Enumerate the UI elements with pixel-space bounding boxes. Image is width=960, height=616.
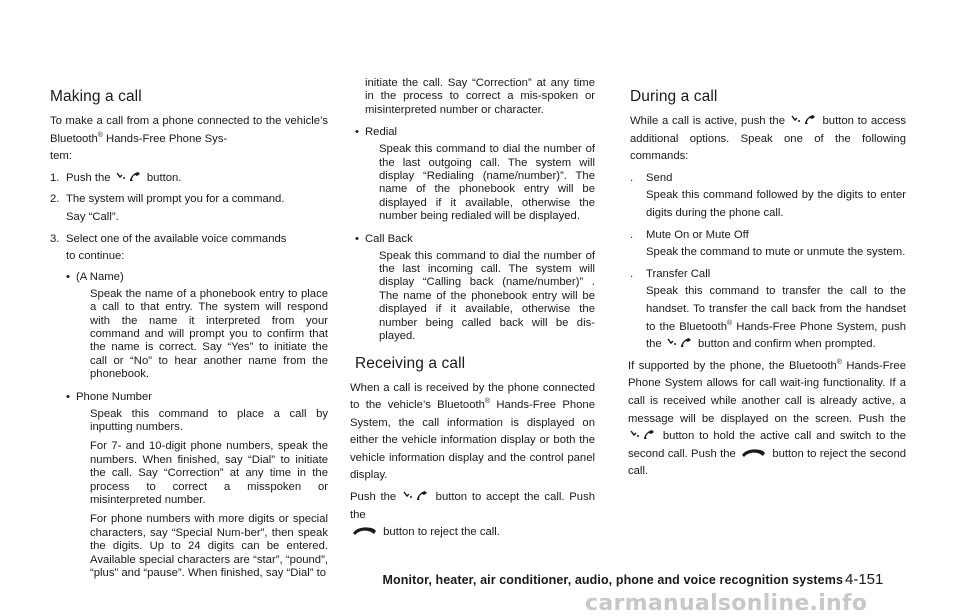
page-number: 4-151	[845, 571, 884, 588]
phone-number-description-2: For 7- and 10-digit phone numbers, speak the numbers. When finished, say “Dial” to initiate the call. Say “Correction” at any time in the process to correct a misspoken or misinterpreted number.	[90, 440, 328, 507]
page-footer	[0, 573, 960, 593]
accept-reject-paragraph: Push the button to accept the call. Push the button to reject the call.	[350, 491, 596, 539]
a-name-description: Speak the name of a phonebook entry to place a call to that entry. The system will respond with the name it interpreted from your command and will prompt you to confirm that the name is correct. Say “Yes” to initiate the call or “No” to hear another name from the phonebook.	[90, 287, 328, 381]
step-1: 1. Push the button.	[50, 171, 182, 184]
phone-hangup-icon	[741, 447, 767, 458]
step-3: 3. Select one of the available voice commands to continue:	[50, 232, 287, 263]
phone-voice-icon	[791, 114, 817, 125]
column-making-a-call	[50, 88, 328, 580]
bullet-call-back: • Call Back	[355, 232, 413, 245]
bullet-mute: . Mute On or Mute Off	[630, 228, 749, 241]
phone-voice-icon	[116, 171, 142, 182]
phone-voice-icon	[403, 490, 429, 501]
transfer-description: Speak this command to transfer the call to the handset. To transfer the call back from the handset to the Bluetooth® Hands-Free Phone System, push the button and confirm when prompted.	[646, 285, 906, 351]
column-during-a-call	[630, 88, 906, 481]
phone-hangup-icon	[352, 525, 378, 536]
mute-description: Speak the command to mute or unmute the system.	[646, 246, 906, 259]
send-description: Speak this command followed by the digits to enter digits during the phone call.	[646, 189, 906, 219]
bullet-a-name: • (A Name)	[66, 270, 124, 283]
intro-paragraph: To make a call from a phone connected to the vehicle’s Bluetooth® Hands-Free Phone Sys- tem:	[50, 115, 328, 163]
dial-continued-text: initiate the call. Say “Correction” at any time in the process to correct a mis-spoken or misinterpreted number or character.	[365, 77, 595, 116]
column-continued	[350, 77, 596, 542]
heading-making-a-call: Making a call	[50, 88, 142, 105]
bullet-send: . Send	[630, 171, 673, 184]
bullet-phone-number: • Phone Number	[66, 390, 152, 403]
phone-voice-icon	[630, 429, 656, 440]
footer-section-title: Monitor, heater, air conditioner, audio, phone and voice recognition systems	[382, 573, 843, 587]
phone-number-description-1: Speak this command to place a call by inputting numbers.	[90, 407, 328, 433]
heading-during-a-call: During a call	[630, 88, 718, 105]
step-2: 2. The system will prompt you for a command. Say “Call”.	[50, 193, 285, 223]
bullet-transfer-call: . Transfer Call	[630, 267, 711, 280]
redial-description: Speak this command to dial the number of the last outgoing call. The system will display “Redialing (name/number)”. The name of the phonebook entry will be displayed if it available, otherwise the number being redialed will be displayed.	[379, 143, 595, 223]
call-waiting-paragraph: If supported by the phone, the Bluetooth® Hands-Free Phone System allows for call wait-ing functionality. If a call is received while another call is already active, a message will be displayed on the screen. Push the button to hold the active call and switch to the second call. Push the button to reject the second call.	[628, 358, 907, 478]
bullet-redial: • Redial	[355, 126, 398, 139]
phone-voice-icon	[667, 337, 693, 348]
during-intro: While a call is active, push the button to access additional options. Speak one of the following commands:	[630, 115, 906, 163]
watermark: carmanualsonline.info	[585, 591, 868, 616]
heading-receiving-a-call: Receiving a call	[355, 354, 466, 372]
phone-number-description-3: For phone numbers with more digits or special characters, say “Special Num-ber”, then speak the digits. Up to 24 digits can be entered. Available special characters are “star”, “pound”, “plus” and “pause”. When finished, say “Dial” to	[90, 513, 328, 580]
receiving-paragraph: When a call is received by the phone connected to the vehicle’s Bluetooth® Hands-Free Phone System, the call information is displayed on either the vehicle information display or both the vehicle information display and the control panel display.	[350, 381, 595, 482]
call-back-description: Speak this command to dial the number of the last incoming call. The system will display “Calling back (name/number)” . The name of the phonebook entry will be displayed if it available, otherwise the number being called back will be dis-played.	[379, 249, 595, 343]
